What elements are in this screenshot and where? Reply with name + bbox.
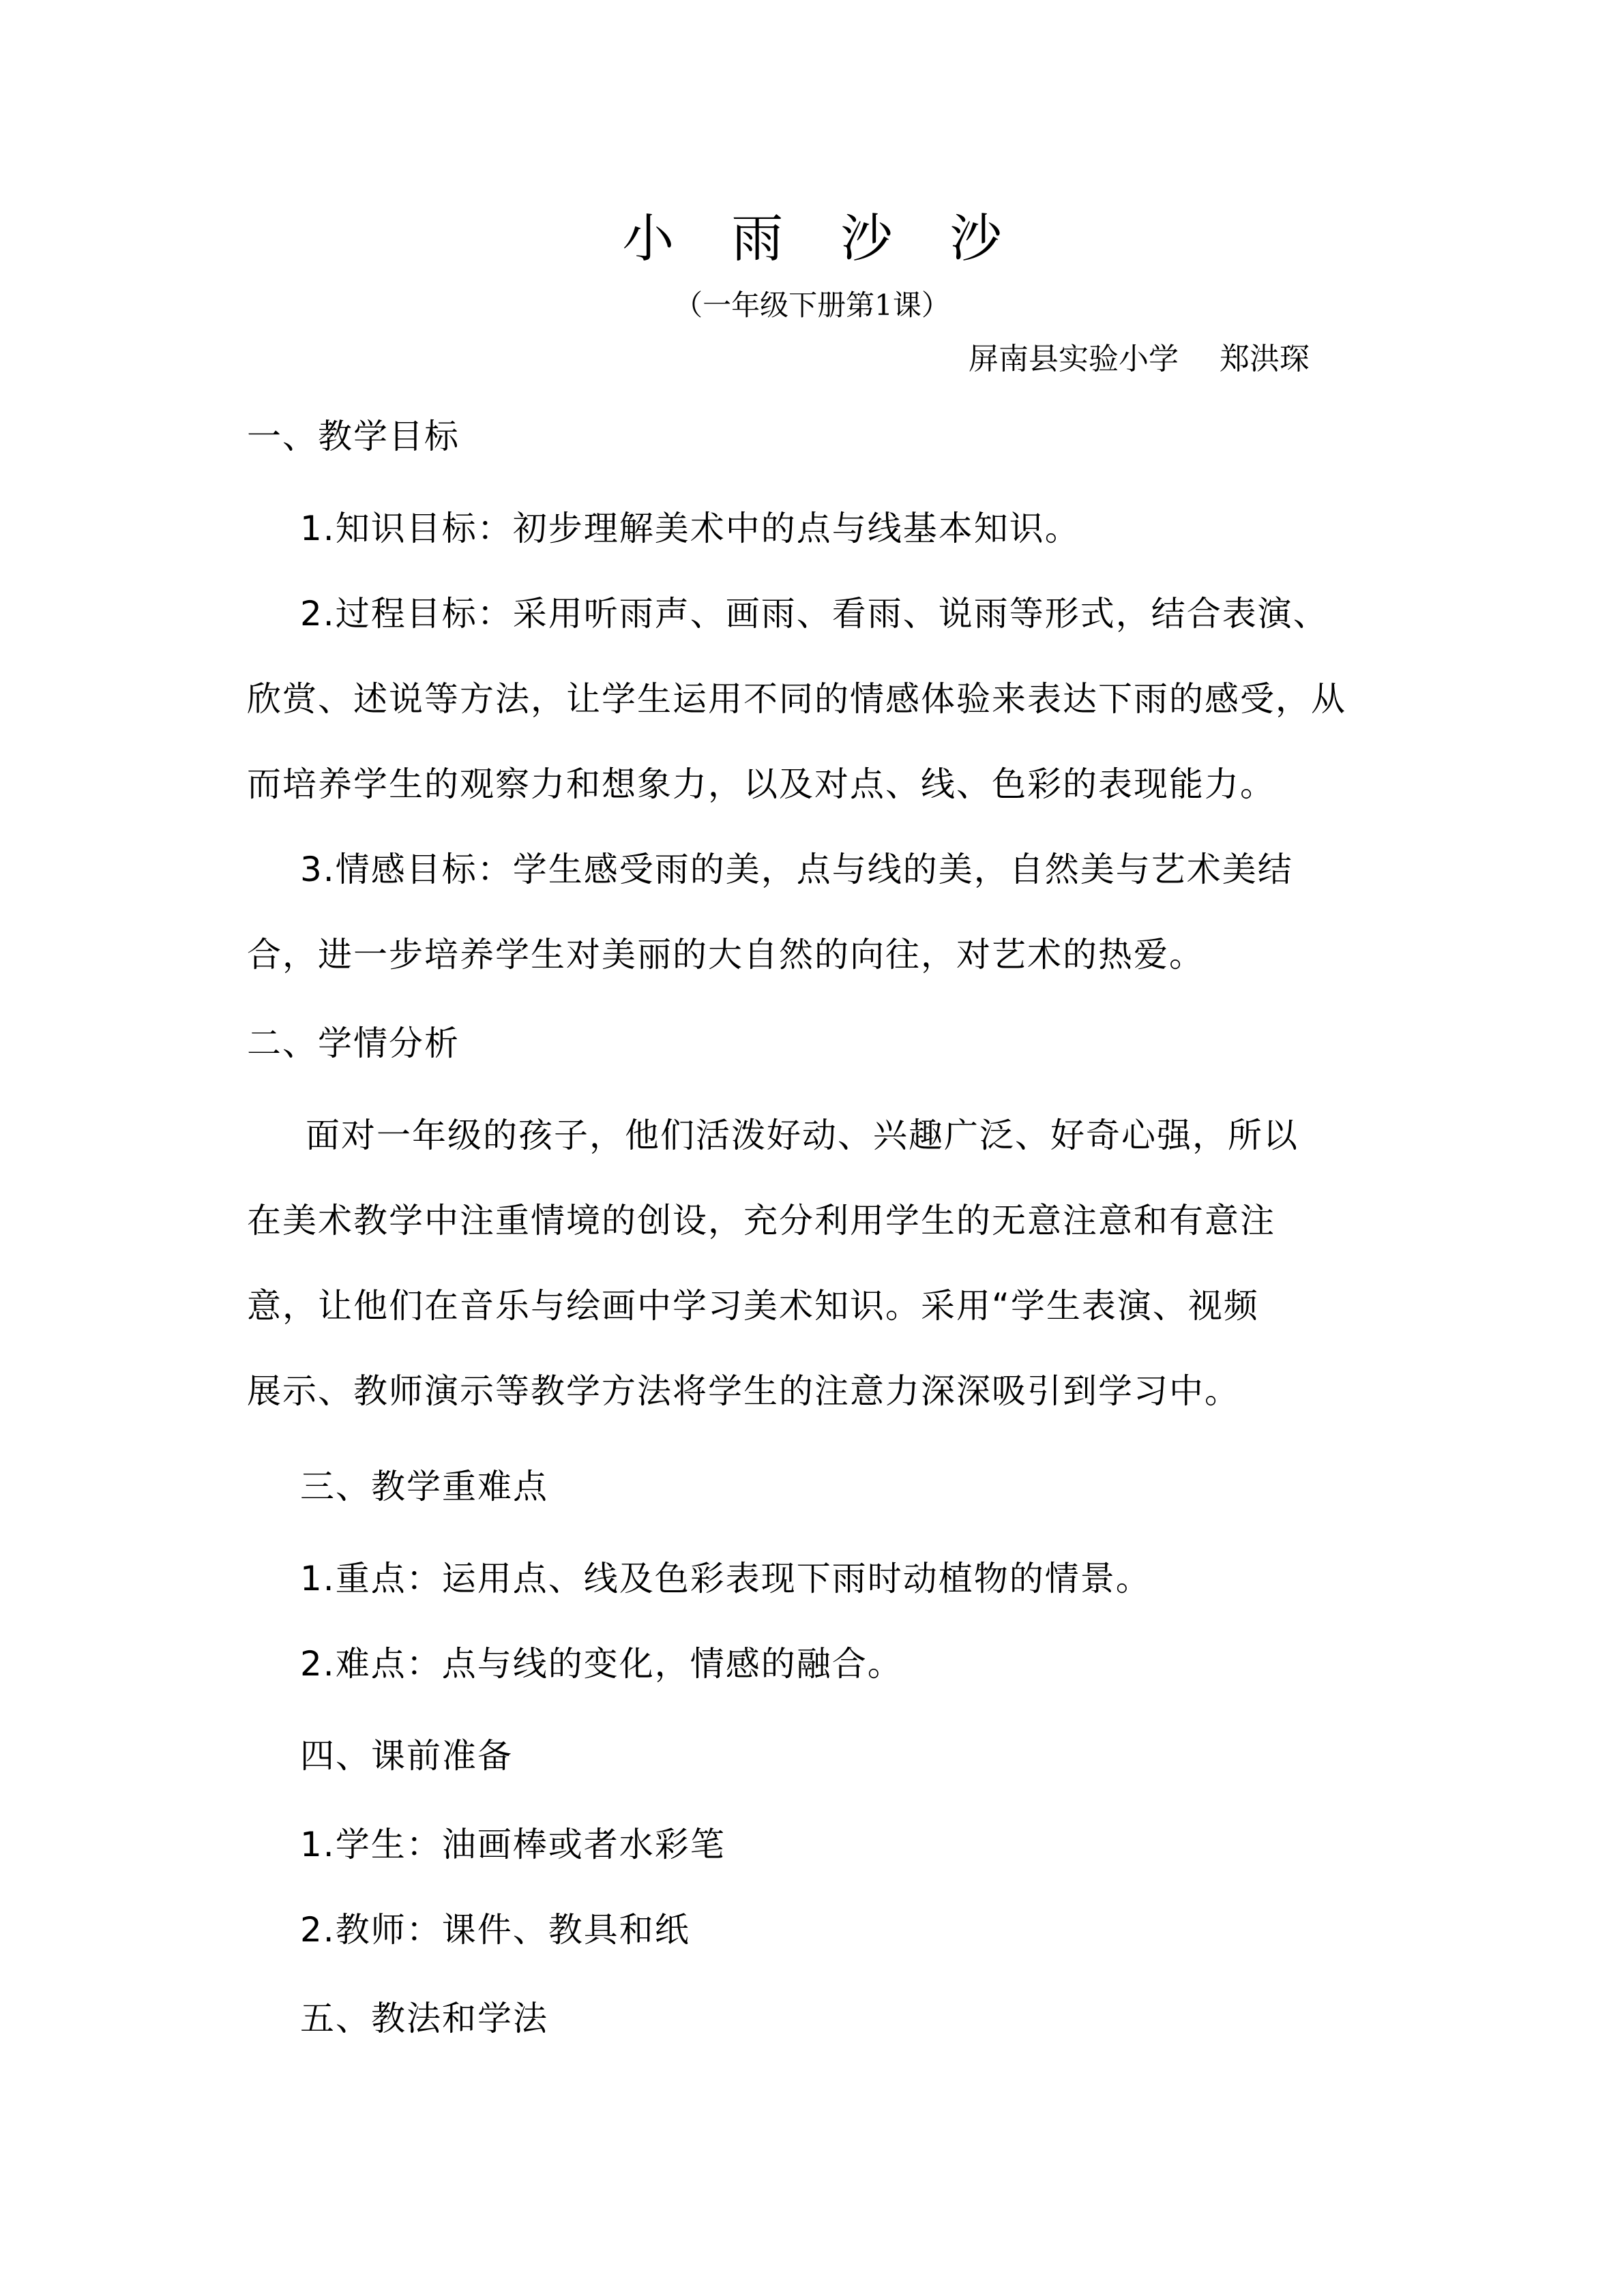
paragraph-line: 合，进一步培养学生对美丽的大自然的向往，对艺术的热爱。 <box>247 935 1205 974</box>
author-name: 郑洪琛 <box>1220 342 1310 376</box>
section-heading-preparation: 四、课前准备 <box>300 1736 513 1776</box>
paragraph-line: 2.难点：点与线的变化，情感的融合。 <box>300 1644 903 1684</box>
paragraph-line: 2.过程目标：采用听雨声、画雨、看雨、说雨等形式，结合表演、 <box>300 594 1329 633</box>
section-heading-student-analysis: 二、学情分析 <box>247 1024 460 1063</box>
section-heading-key-difficult-points: 三、教学重难点 <box>300 1467 548 1506</box>
paragraph-line: 意，让他们在音乐与绘画中学习美术知识。采用“学生表演、视频 <box>247 1286 1259 1326</box>
author-school: 屏南县实验小学 <box>969 342 1179 376</box>
paragraph-line: 1.学生：油画棒或者水彩笔 <box>300 1825 726 1864</box>
paragraph-line: 2.教师：课件、教具和纸 <box>300 1910 690 1950</box>
paragraph-line: 1.重点：运用点、线及色彩表现下雨时动植物的情景。 <box>300 1559 1151 1598</box>
document-subtitle: （一年级下册第1课） <box>674 288 950 322</box>
paragraph-line: 面对一年级的孩子，他们活泼好动、兴趣广泛、好奇心强，所以 <box>306 1116 1299 1155</box>
paragraph-line: 展示、教师演示等教学方法将学生的注意力深深吸引到学习中。 <box>247 1371 1240 1411</box>
paragraph-line: 欣赏、述说等方法，让学生运用不同的情感体验来表达下雨的感受，从 <box>247 679 1346 719</box>
paragraph-line: 3.情感目标：学生感受雨的美，点与线的美，自然美与艺术美结 <box>300 850 1293 889</box>
paragraph-line: 在美术教学中注重情境的创设，充分利用学生的无意注意和有意注 <box>247 1201 1275 1240</box>
section-heading-teaching-goals: 一、教学目标 <box>247 417 460 456</box>
author-line <box>969 341 1310 378</box>
section-heading-methods: 五、教法和学法 <box>300 1999 548 2038</box>
paragraph-line: 1.知识目标：初步理解美术中的点与线基本知识。 <box>300 509 1080 548</box>
document-title: 小 雨 沙 沙 <box>622 208 1022 269</box>
paragraph-line: 而培养学生的观察力和想象力，以及对点、线、色彩的表现能力。 <box>247 764 1275 804</box>
